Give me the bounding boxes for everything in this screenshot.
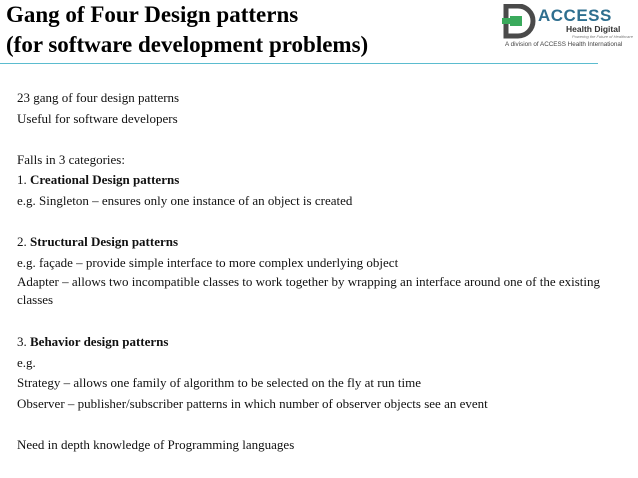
categories-heading: Falls in 3 categories:	[17, 151, 125, 167]
slide-body	[17, 88, 622, 456]
category-2-example-1: e.g. façade – provide simple interface to more complex underlying object	[17, 254, 399, 270]
category-1	[17, 170, 622, 191]
category-3-name: Behavior design patterns	[30, 333, 169, 349]
category-2-name: Structural Design patterns	[30, 234, 179, 250]
spacer	[17, 311, 622, 332]
slide-title	[6, 0, 486, 60]
category-3-number: 3.	[17, 333, 30, 349]
category-1-example: e.g. Singleton – ensures only one instance of an object is created	[17, 192, 353, 208]
title-line-1: Gang of Four Design patterns	[6, 2, 299, 27]
logo-tagline: Powering the Future of Healthcare	[572, 34, 633, 39]
logo-division-text: A division of ACCESS Health International	[505, 41, 623, 48]
category-3-example-2: Observer – publisher/subscriber patterns in which number of observer objects see an event	[17, 395, 488, 411]
access-health-digital-logo	[500, 4, 634, 50]
title-divider	[0, 63, 598, 64]
category-1-name: Creational Design patterns	[30, 172, 180, 188]
category-3	[17, 332, 622, 353]
intro-line-1: 23 gang of four design patterns	[17, 90, 180, 105]
category-3-example-1: Strategy – allows one family of algorithm to be selected on the fly at run time	[17, 375, 421, 391]
title-line-2: (for software development problems)	[6, 32, 369, 57]
spacer	[17, 212, 622, 233]
category-2-example-2: Adapter – allows two incompatible classes to work together by wrapping an interface around one of the existing classes	[17, 274, 601, 308]
intro-line-2: Useful for software developers	[17, 110, 178, 126]
logo-mark-icon	[500, 4, 540, 40]
logo-brand-text: ACCESS	[538, 6, 612, 25]
spacer	[17, 129, 622, 150]
category-2-number: 2.	[17, 234, 30, 250]
category-1-number: 1.	[17, 172, 30, 188]
closing-line: Need in depth knowledge of Programming languages	[17, 436, 295, 452]
logo-subtitle: Health Digital	[566, 24, 621, 34]
category-3-eg: e.g.	[17, 354, 36, 370]
spacer	[17, 414, 622, 435]
category-2	[17, 232, 622, 253]
